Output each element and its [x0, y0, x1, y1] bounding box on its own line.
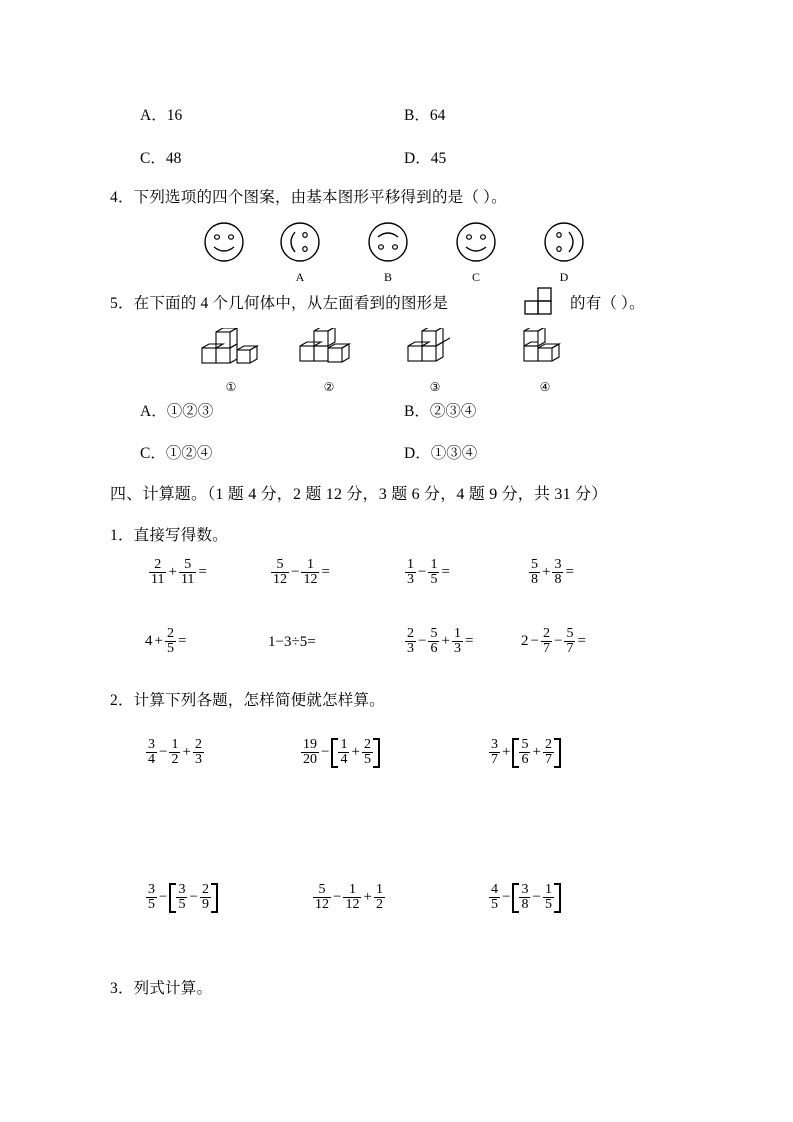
cube-stack-icon: [400, 328, 470, 374]
solid-2[interactable]: [292, 328, 366, 395]
q3-option-c[interactable]: C．48: [140, 150, 182, 167]
q4-option-a-caption: A: [295, 270, 305, 284]
left-view-shape-icon: [524, 286, 564, 321]
section-4-heading: 四、计算题。（1 题 4 分，2 题 12 分，3 题 6 分，4 题 9 分，共 31 分）: [110, 486, 608, 503]
p2-expr-5: $\frac{5}{12}$ − $\frac{1}{12}$ + $\frac{1}{2}$: [315, 882, 383, 913]
p1-expr-8: 2 − $\frac{2}{7}$ − $\frac{5}{7}$ =: [521, 626, 586, 657]
base-smiley-figure: [200, 220, 248, 269]
solid-3[interactable]: [400, 328, 470, 395]
solid-1-caption: ①: [225, 380, 237, 394]
question-4-text: 4．下列选项的四个图案，由基本图形平移得到的是（ ）。: [110, 189, 507, 206]
p2-expr-3: $\frac{3}{7}$ + $\frac{5}{6}$ + $\frac{2}{7}$: [488, 738, 562, 768]
solid-1[interactable]: [196, 328, 266, 395]
p1-expr-5: 4 + $\frac{2}{5}$ =: [145, 626, 187, 657]
q3-option-a[interactable]: A．16: [140, 107, 183, 124]
solid-4-caption: ④: [539, 380, 551, 394]
smiley-rotated-icon: [278, 220, 322, 264]
q4-option-c-caption: C: [471, 270, 480, 284]
cube-stack-icon: [196, 328, 266, 374]
q4-option-d-figure[interactable]: [540, 220, 588, 285]
cube-stack-icon: [510, 328, 580, 374]
solid-2-caption: ②: [323, 380, 335, 394]
q5-option-b[interactable]: B．②③④: [404, 403, 477, 420]
p1-expr-2: $\frac{5}{12}$ − $\frac{1}{12}$ =: [273, 557, 330, 588]
smiley-rotated-icon: [542, 220, 586, 264]
q4-option-d-caption: D: [559, 270, 569, 284]
q4-option-c-figure[interactable]: [452, 220, 500, 285]
q3-option-d[interactable]: D．45: [404, 150, 447, 167]
p1-expr-4: $\frac{5}{8}$ + $\frac{3}{8}$ =: [531, 557, 574, 588]
solid-4[interactable]: [510, 328, 580, 395]
q5-option-d[interactable]: D．①③④: [404, 445, 478, 462]
solid-3-caption: ③: [429, 380, 441, 394]
q4-option-a-figure[interactable]: [276, 220, 324, 285]
q3-option-b[interactable]: B．64: [404, 107, 446, 124]
question-4-figure-row: [0, 218, 793, 284]
smiley-icon: [454, 220, 498, 264]
smiley-rotated-icon: [366, 220, 410, 264]
problem-1-label: 1．直接写得数。: [110, 527, 228, 544]
p2-expr-4: $\frac{3}{5}$ − $\frac{3}{5}$ − $\frac{2}{9}$: [145, 883, 219, 913]
question-5-text-before: 5．在下面的 4 个几何体中，从左面看到的图形是: [110, 295, 449, 312]
p1-expr-7: $\frac{2}{3}$ − $\frac{5}{6}$ + $\frac{1}{3}$ =: [407, 626, 474, 657]
p1-expr-6: 1−3÷5=: [268, 634, 316, 650]
q4-option-b-caption: B: [383, 270, 392, 284]
question-5-text-after: 的有（ ）。: [570, 295, 645, 312]
p2-expr-1: $\frac{3}{4}$ − $\frac{1}{2}$ + $\frac{2}{3}$: [148, 737, 202, 768]
q5-option-a[interactable]: A．①②③: [140, 403, 214, 420]
p1-expr-1: $\frac{2}{11}$ + $\frac{5}{11}$ =: [151, 557, 207, 588]
problem-3-label: 3．列式计算。: [110, 980, 213, 997]
p2-expr-6: $\frac{4}{5}$ − $\frac{3}{8}$ − $\frac{1}{5}$: [488, 883, 562, 913]
q5-option-c[interactable]: C．①②④: [140, 445, 213, 462]
p2-expr-2: $\frac{19}{20}$ − $\frac{1}{4}$ + $\frac{2}{5}$: [300, 738, 381, 768]
problem-2-label: 2．计算下列各题，怎样简便就怎样算。: [110, 692, 385, 709]
cube-stack-icon: [292, 328, 366, 374]
smiley-icon: [202, 220, 246, 264]
q4-option-b-figure[interactable]: [364, 220, 412, 285]
p1-expr-3: $\frac{1}{3}$ − $\frac{1}{5}$ =: [407, 557, 450, 588]
question-5-solids-row: [0, 328, 793, 394]
